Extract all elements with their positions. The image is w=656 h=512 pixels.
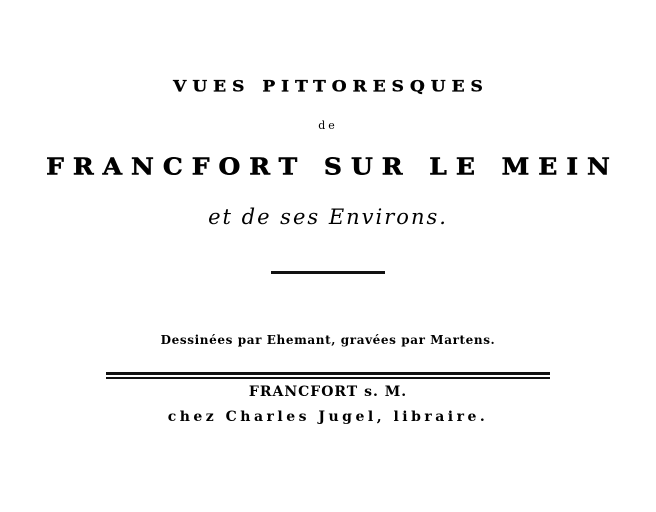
divider-double-thin [106, 377, 550, 379]
page-title: VUES PITTORESQUES [173, 77, 489, 97]
credit-line: Dessinées par Ehemant, gravées par Martens. [160, 333, 496, 347]
title-city: FRANCFORT SUR LE MEIN [46, 152, 619, 180]
title-subtitle: et de ses Environs. [208, 204, 448, 229]
title-connector: de [318, 118, 338, 132]
divider-short [271, 271, 385, 274]
imprint-block [0, 384, 656, 425]
divider-double [106, 372, 550, 379]
title-block [0, 78, 656, 229]
imprint-publisher: chez Charles Jugel, libraire. [167, 409, 489, 425]
imprint-city: FRANCFORT s. M. [248, 384, 408, 400]
